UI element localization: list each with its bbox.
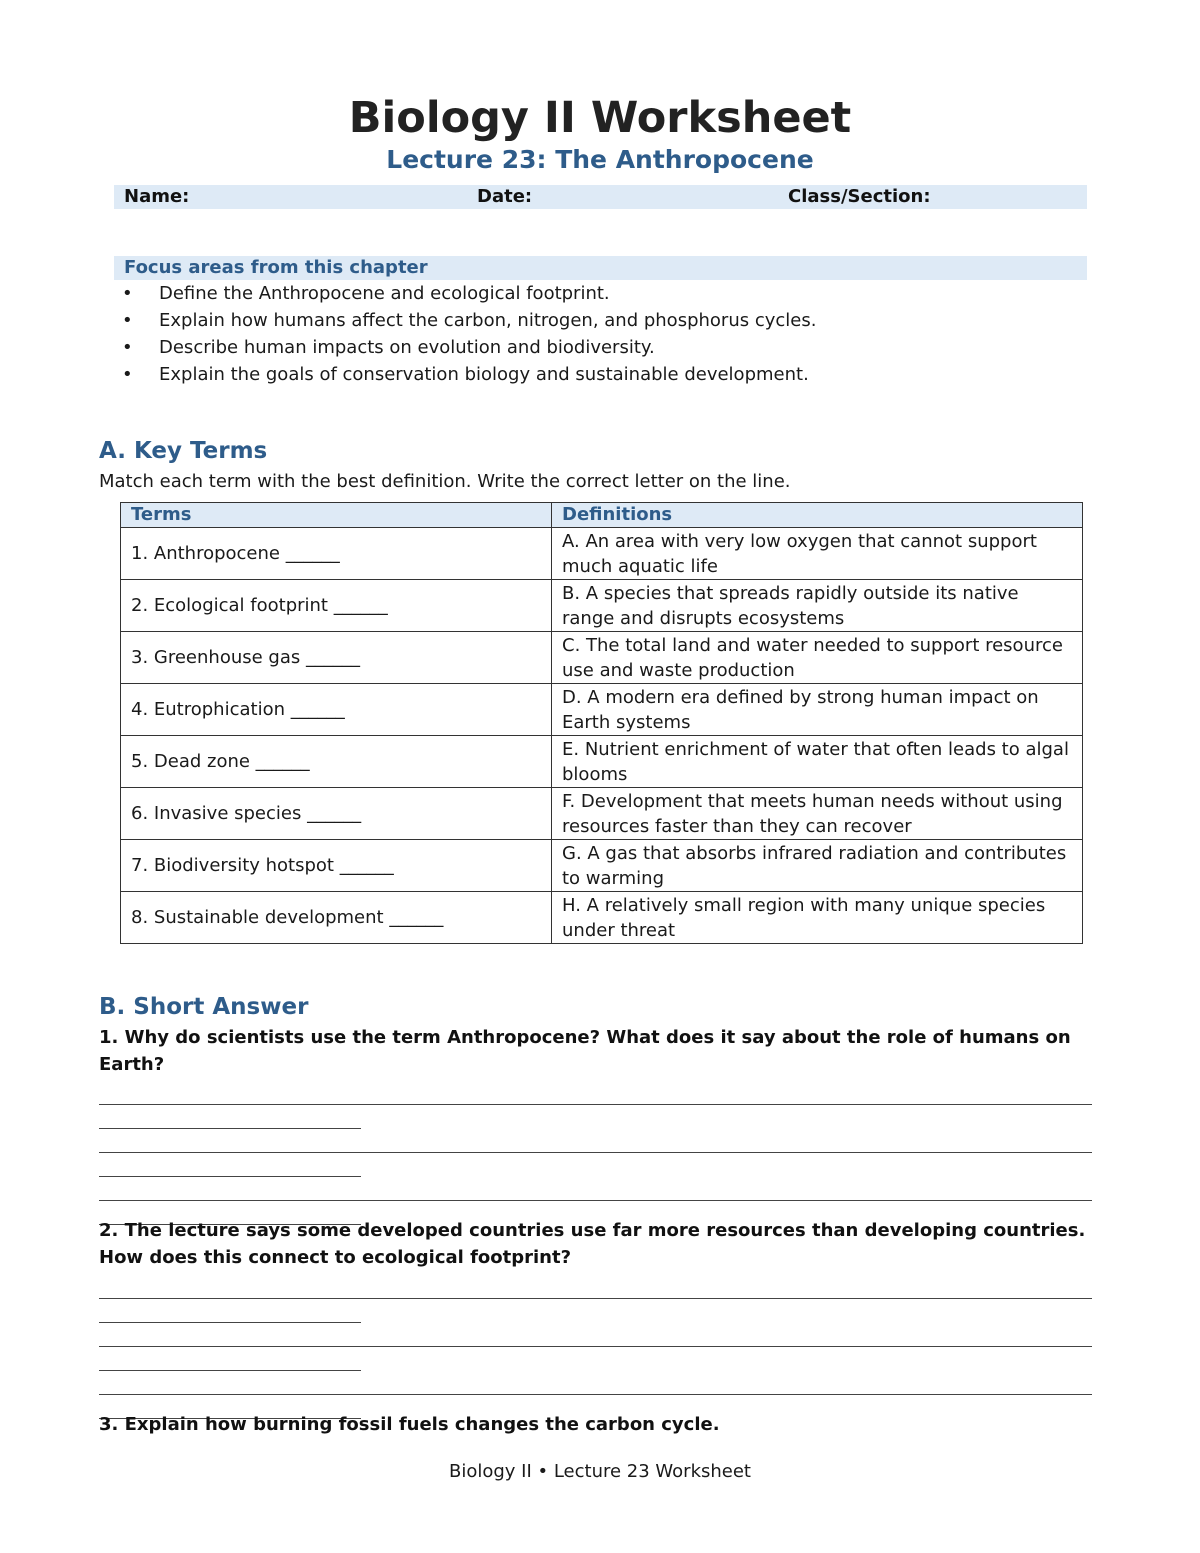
definition-cell: A. An area with very low oxygen that cannot support much aquatic life [552,528,1083,580]
answer-line[interactable] [99,1106,361,1129]
definitions-column-header: Definitions [552,503,1083,528]
definition-cell: G. A gas that absorbs infrared radiation and contributes to warming [552,840,1083,892]
term-cell[interactable]: 5. Dead zone ______ [121,736,552,788]
term-cell[interactable]: 2. Ecological footprint ______ [121,580,552,632]
term-cell[interactable]: 6. Invasive species ______ [121,788,552,840]
table-row [121,684,1083,736]
answer-line[interactable] [99,1300,361,1323]
table-row [121,632,1083,684]
table-row [121,840,1083,892]
focus-item: • Describe human impacts on evolution and biodiversity. [122,334,816,361]
name-label: Name: [124,186,190,207]
lecture-subtitle: Lecture 23: The Anthropocene [386,145,814,174]
student-info-bar [114,185,1087,209]
terms-column-header: Terms [121,503,552,528]
focus-item: • Explain how humans affect the carbon, nitrogen, and phosphorus cycles. [122,307,816,334]
answer-line[interactable] [99,1324,1092,1347]
focus-areas-list [122,280,816,388]
worksheet-title: Biology II Worksheet [348,93,852,143]
term-cell[interactable]: 3. Greenhouse gas ______ [121,632,552,684]
answer-line[interactable] [99,1276,1092,1299]
term-cell[interactable]: 8. Sustainable development ______ [121,892,552,944]
answer-line[interactable] [99,1154,361,1177]
table-row [121,736,1083,788]
question-3: 3. Explain how burning fossil fuels changes the carbon cycle. [99,1414,720,1435]
class-section-label: Class/Section: [788,186,931,207]
table-row [121,528,1083,580]
definition-cell: H. A relatively small region with many unique species under threat [552,892,1083,944]
answer-line[interactable] [99,1130,1092,1153]
date-label: Date: [477,186,533,207]
table-row [121,788,1083,840]
answer-line[interactable] [99,1348,361,1371]
key-terms-table [120,502,1083,944]
focus-item: • Define the Anthropocene and ecological footprint. [122,280,816,307]
definition-cell: F. Development that meets human needs without using resources faster than they can recover [552,788,1083,840]
term-cell[interactable]: 1. Anthropocene ______ [121,528,552,580]
definition-cell: C. The total land and water needed to support resource use and waste production [552,632,1083,684]
bullet-icon: • [122,283,133,304]
definition-cell: E. Nutrient enrichment of water that often leads to algal blooms [552,736,1083,788]
term-cell[interactable]: 7. Biodiversity hotspot ______ [121,840,552,892]
bullet-icon: • [122,310,133,331]
answer-line[interactable] [99,1372,1092,1395]
question-2: 2. The lecture says some developed countries use far more resources than developing countries. How does this connect to ecological footprint? [99,1220,1086,1268]
focus-item: • Explain the goals of conservation biology and sustainable development. [122,361,816,388]
section-a-heading: A. Key Terms [99,438,268,464]
bullet-icon: • [122,364,133,385]
page-footer: Biology II • Lecture 23 Worksheet [448,1461,751,1482]
table-row [121,580,1083,632]
section-b-heading: B. Short Answer [99,994,309,1020]
focus-areas-heading-bar [114,256,1087,280]
definition-cell: D. A modern era defined by strong human impact on Earth systems [552,684,1083,736]
term-cell[interactable]: 4. Eutrophication ______ [121,684,552,736]
question-1: 1. Why do scientists use the term Anthropocene? What does it say about the role of humans on Earth? [99,1027,1071,1075]
answer-line[interactable] [99,1178,1092,1201]
answer-line[interactable] [99,1082,1092,1105]
matching-instructions: Match each term with the best definition. Write the correct letter on the line. [99,471,791,492]
table-header-row [121,503,1083,528]
bullet-icon: • [122,337,133,358]
definition-cell: B. A species that spreads rapidly outside its native range and disrupts ecosystems [552,580,1083,632]
focus-areas-heading: Focus areas from this chapter [124,257,428,278]
table-row [121,892,1083,944]
